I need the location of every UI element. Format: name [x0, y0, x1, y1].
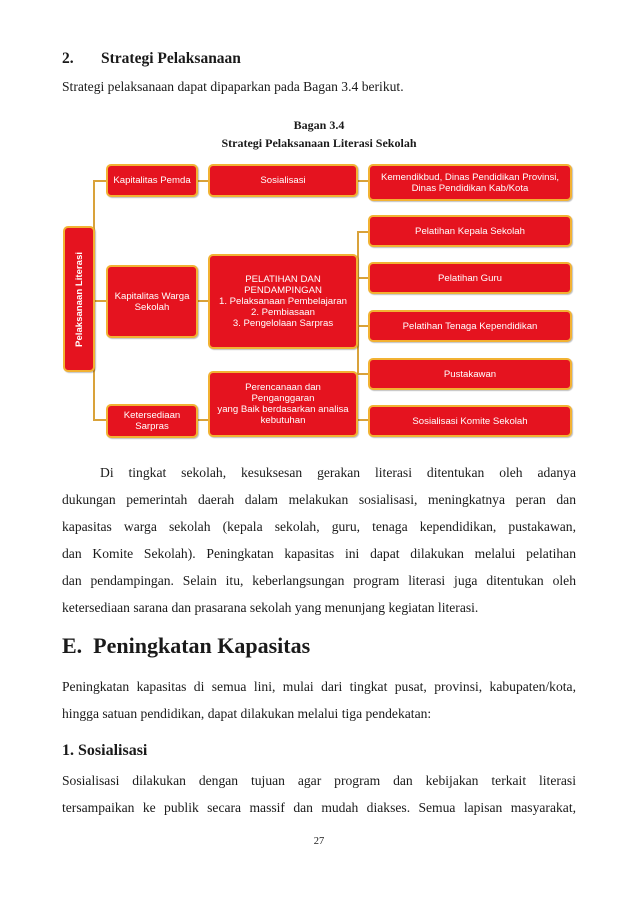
paragraph-1 [62, 459, 576, 621]
strategy-diagram [0, 0, 638, 450]
col1-box-1: Kapitalitas Pemda [106, 164, 198, 197]
subsection-text-line: Sosialisasi dilakukan dengan tujuan agar program dan kebijakan terkait literasi [62, 773, 576, 788]
paragraph-1-line: Di tingkat sekolah, kesuksesan gerakan literasi ditentukan oleh adanya [100, 465, 576, 480]
col3-box-4: Pelatihan Tenaga Kependidikan [368, 310, 572, 342]
section-e-intro [62, 673, 576, 727]
figure-label: Bagan 3.4 [293, 118, 345, 132]
subsection-text-line: tersampaikan ke publik secara massif dan mudah diakses. Semua lapisan masyarakat, [62, 800, 576, 815]
figure-title: Strategi Pelaksanaan Literasi Sekolah [221, 136, 417, 150]
connector-root-1 [93, 180, 107, 182]
col3-box-3: Pelatihan Guru [368, 262, 572, 294]
section-e-intro-line: Peningkatan kapasitas di semua lini, mulai dari tingkat pusat, provinsi, kabupaten/kota, [62, 679, 576, 694]
paragraph-1-line: ketersediaan sarana dan prasarana sekolah yang menunjang kegiatan literasi. [62, 600, 479, 615]
col2-box-3: Perencanaan dan Penganggaran yang Baik berdasarkan analisa kebutuhan [208, 371, 358, 437]
section-title: Strategi Pelaksanaan [101, 50, 241, 67]
paragraph-1-line: dukungan pemerintah daerah dalam melakukan sosialisasi, meningkatnya peran dan [62, 492, 576, 507]
col3-box-1: Kemendikbud, Dinas Pendidikan Provinsi, Dinas Pendidikan Kab/Kota [368, 164, 572, 201]
paragraph-1-line: dan Komite Sekolah). Peningkatan kapasitas ini dapat dilakukan melalui pelatihan [62, 546, 576, 561]
paragraph-1-line: dan pendampingan. Selain itu, keberlangsungan program literasi juga ditentukan oleh [62, 573, 576, 588]
page-number: 27 [313, 836, 325, 847]
connector-root-3 [93, 419, 107, 421]
connector-root-2 [93, 300, 107, 302]
col1-box-2: Kapitalitas Warga Sekolah [106, 265, 198, 338]
col3-box-2: Pelatihan Kepala Sekolah [368, 215, 572, 247]
section-intro: Strategi pelaksanaan dapat dipaparkan pada Bagan 3.4 berikut. [62, 79, 404, 94]
section-number: 2. [62, 50, 74, 67]
section-e-intro-line: hingga satuan pendidikan, dapat dilakukan melalui tiga pendekatan: [62, 706, 432, 721]
subsection-text [62, 767, 576, 821]
col2-box-1: Sosialisasi [208, 164, 358, 197]
col2-box-2: PELATIHAN DAN PENDAMPINGAN 1. Pelaksanaan Pembelajaran 2. Pembiasaan 3. Pengelolaan Sarpras [208, 254, 358, 349]
subsection-title: 1. Sosialisasi [62, 742, 148, 759]
section-e-title: E. Peningkatan Kapasitas [62, 633, 311, 658]
col1-box-3: Ketersediaan Sarpras [106, 404, 198, 438]
root-label: Pelaksanaan Literasi [73, 251, 85, 347]
paragraph-1-line: kapasitas warga sekolah (kepala sekolah, guru, tenaga kependidikan, pustakawan, [62, 519, 576, 534]
col3-box-5: Pustakawan [368, 358, 572, 390]
col3-box-6: Sosialisasi Komite Sekolah [368, 405, 572, 437]
root-box [63, 226, 95, 372]
